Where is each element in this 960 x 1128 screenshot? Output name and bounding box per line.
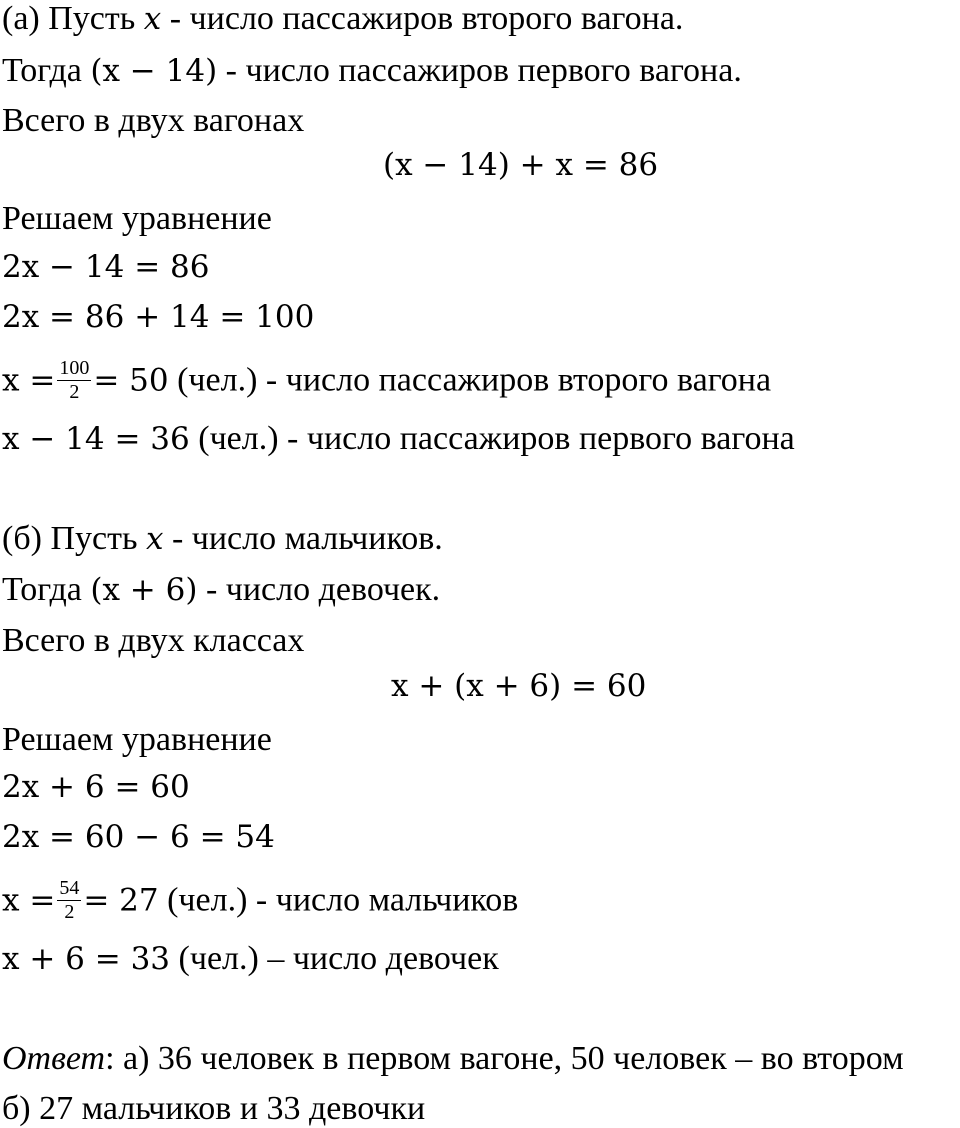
part-b-step-3	[2, 877, 519, 925]
part-b-step-3-lhs: x =	[2, 882, 56, 919]
part-a-step-4	[2, 422, 795, 456]
part-b-total-text: Всего в двух классах	[2, 622, 305, 659]
part-a-fraction	[57, 358, 91, 403]
part-b-then-expression: (x + 6)	[90, 572, 198, 608]
part-b-step-2: 2x = 60 − 6 = 54	[2, 819, 275, 855]
part-b-solve-label: Решаем уравнение	[2, 721, 272, 758]
part-a-intro-pre: (а) Пусть	[2, 0, 144, 37]
part-b-fraction	[57, 878, 81, 923]
part-a-step-3-lhs: x =	[2, 362, 56, 399]
part-b-step-3-rhs: = 27	[83, 882, 159, 919]
part-a-fraction-denominator: 2	[69, 381, 80, 403]
part-a-intro-post: - число пассажиров второго вагона.	[161, 0, 684, 37]
part-b-intro-pre: (б) Пусть	[2, 520, 146, 557]
part-b-equation: x + (x + 6) = 60	[391, 668, 647, 704]
part-a-step-4-post: (чел.) - число пассажиров первого вагона	[189, 420, 795, 457]
part-b-step-4-post: (чел.) – число девочек	[170, 940, 499, 977]
part-b-intro	[2, 522, 443, 556]
part-b-step-3-post: (чел.) - число мальчиков	[158, 881, 519, 919]
part-a-step-4-math: x − 14 = 36	[2, 421, 190, 457]
part-a-step-3-rhs: = 50	[93, 362, 169, 399]
part-a-total-text: Всего в двух вагонах	[2, 102, 305, 139]
part-b-then-post: - число девочек.	[197, 571, 441, 608]
part-a-step-3-post: (чел.) - число пассажиров второго вагона	[168, 361, 772, 399]
part-a-step-2: 2x = 86 + 14 = 100	[2, 299, 315, 335]
part-b-variable: x	[145, 521, 164, 557]
part-a-then-expression: (x − 14)	[90, 53, 218, 89]
part-a-then-post: - число пассажиров первого вагона.	[217, 52, 742, 89]
part-b-then	[2, 573, 440, 607]
part-a-intro	[2, 2, 683, 36]
part-a-solve-label: Решаем уравнение	[2, 200, 272, 237]
part-a-then	[2, 54, 742, 88]
part-b-intro-post: - число мальчиков.	[163, 520, 443, 557]
part-a-variable: x	[143, 1, 162, 37]
answer-text-1: : а) 36 человек в первом вагоне, 50 человек – во втором	[105, 1040, 904, 1077]
part-a-fraction-numerator: 100	[59, 357, 90, 379]
answer-line-2: б) 27 мальчиков и 33 девочки	[2, 1090, 426, 1127]
part-b-then-pre: Тогда	[2, 571, 91, 608]
part-a-step-1: 2x − 14 = 86	[2, 249, 210, 285]
part-b-fraction-denominator: 2	[64, 901, 75, 923]
part-b-step-4-math: x + 6 = 33	[2, 941, 171, 977]
part-a-then-pre: Тогда	[2, 52, 91, 89]
answer-line-1	[2, 1042, 904, 1076]
part-b-step-1: 2x + 6 = 60	[2, 769, 190, 805]
part-b-fraction-numerator: 54	[59, 877, 80, 899]
answer-label: Ответ	[2, 1040, 106, 1077]
part-a-step-3	[2, 357, 772, 405]
part-a-equation: (x − 14) + x = 86	[383, 147, 659, 183]
part-b-step-4	[2, 942, 499, 976]
